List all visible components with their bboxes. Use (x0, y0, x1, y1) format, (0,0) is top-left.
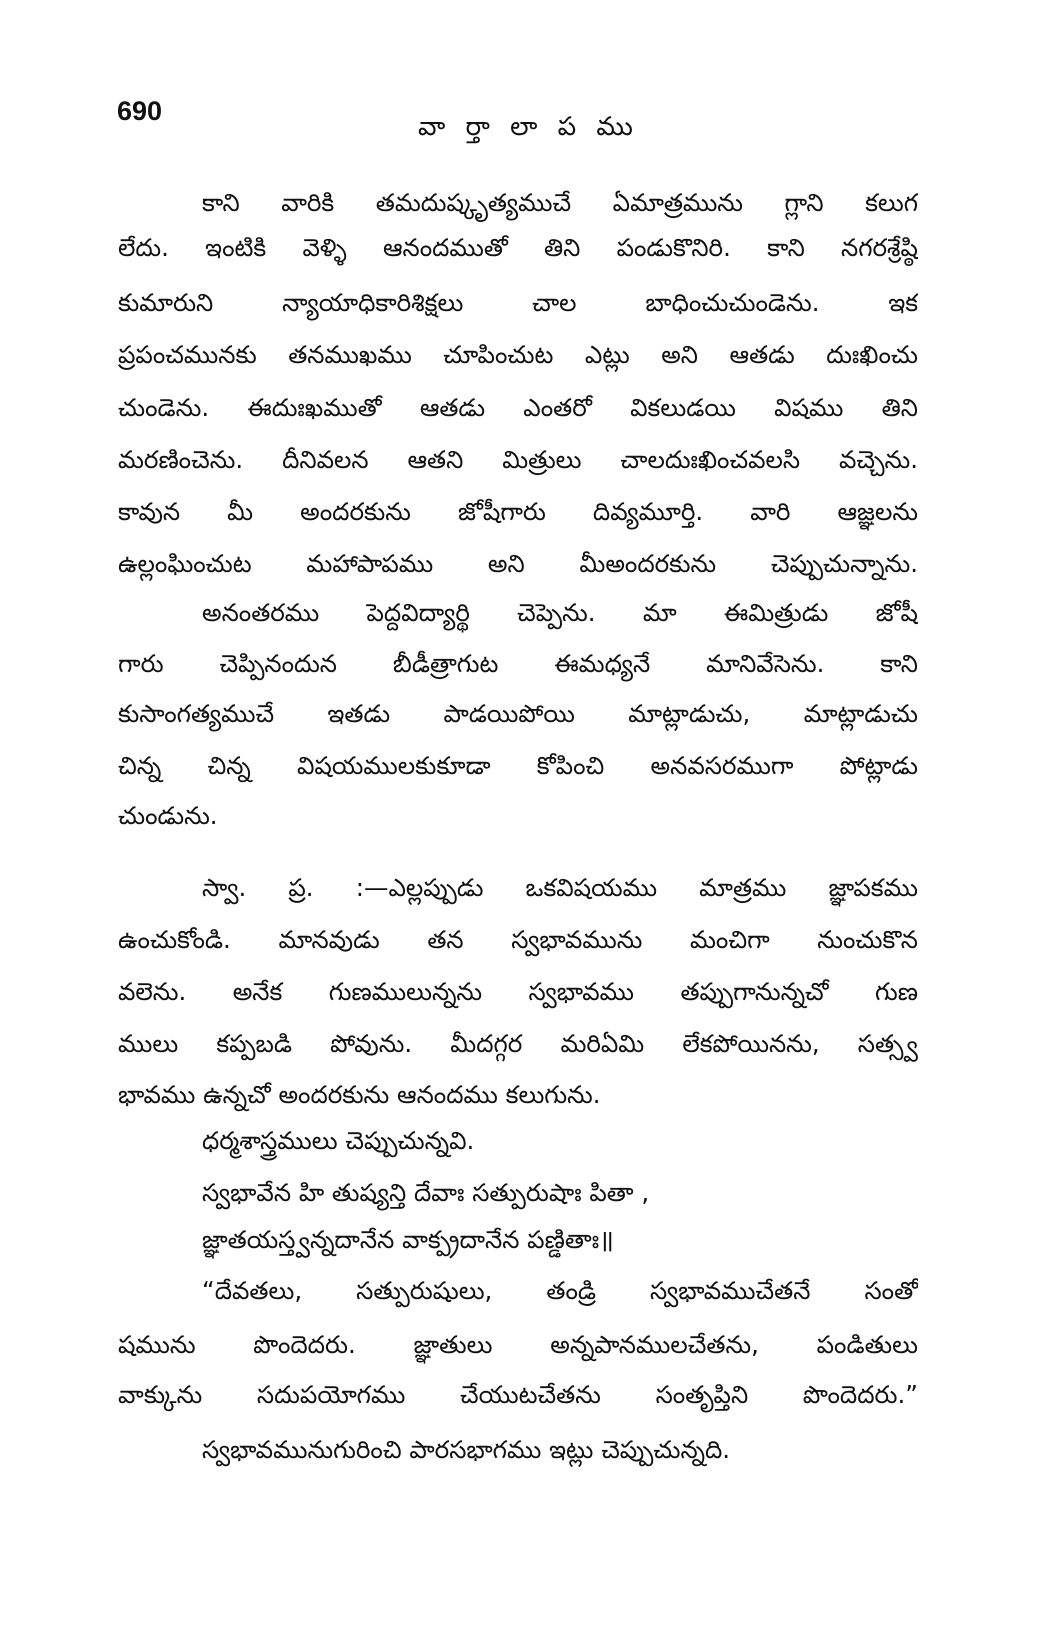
text-line: షమును పొందెదరు. జ్ఞాతులు అన్నపానములచేతను, పండితులు (118, 1330, 918, 1359)
text-line: భావము ఉన్నచో అందరకును ఆనందము కలుగును. (118, 1080, 601, 1109)
text-line: ప్రపంచమునకు తనముఖము చూపించుట ఎట్లు అని ఆతడు దుఃఖించు (118, 340, 918, 369)
text-line: కుమారుని న్యాయాధికారిశిక్షలు చాల బాధించుచుండెను. ఇక (118, 288, 918, 317)
text-line: ఉంచుకోండి. మానవుడు తన స్వభావమును మంచిగా నుంచుకొన (118, 925, 918, 954)
text-line: ధర్మశాస్త్రములు చెప్పుచున్నవి. (202, 1126, 475, 1155)
sanskrit-verse-line: జ్ఞాతయస్త్వన్నదానేన వాక్ప్రదానేన పణ్డితాః॥ (202, 1225, 614, 1254)
text-line: మరణించెను. దీనివలన ఆతని మిత్రులు చాలదుఃఖించవలసి వచ్చెను. (118, 445, 918, 474)
text-line: వలెను. అనేక గుణములున్నను స్వభావము తప్పుగానున్నచో గుణ (118, 977, 918, 1006)
text-line: కాని వారికి తమదుష్కృత్యముచే ఏమాత్రమును గ్లాని కలుగ (202, 188, 918, 217)
text-line: గారు చెప్పినందున బీడీత్రాగుట ఈమధ్యనే మానివేసెను. కాని (118, 649, 918, 678)
text-line: ఉల్లంఘించుట మహాపాపము అని మీఅందరకును చెప్పుచున్నాను. (118, 549, 918, 578)
text-line: చుండెను. ఈదుఃఖముతో ఆతడు ఎంతరో వికలుడయి విషము తిని (118, 393, 918, 422)
text-line: చుండును. (118, 801, 218, 830)
text-line: “దేవతలు, సత్పురుషులు, తండ్రి స్వభావముచేతనే సంతో (202, 1276, 918, 1305)
sanskrit-verse-line: స్వభావేన హి తుష్యన్తి దేవాః సత్పురుషాః పితా , (202, 1178, 650, 1207)
text-line: కావున మీ అందరకును జోషీగారు దివ్యమూర్తి. వారి ఆజ్ఞలను (118, 497, 918, 526)
text-line: స్వా. ప్ర. :—ఎల్లప్పుడు ఒకవిషయము మాత్రము జ్ఞాపకము (202, 873, 918, 902)
text-line: లేదు. ఇంటికి వెళ్ళి ఆనందముతో తిని పండుకొనిరి. కాని నగరశ్రేష్ఠి (118, 233, 918, 262)
text-line: స్వభావమునుగురించి పారసభాగము ఇట్లు చెప్పుచున్నది. (202, 1435, 731, 1464)
running-head: వా ర్తా లా ప ము (418, 112, 639, 142)
page-number: 690 (117, 96, 163, 126)
text-line: వాక్కును సదుపయోగము చేయుటచేతను సంతృప్తిని పొందెదరు.” (118, 1380, 918, 1409)
text-line: కుసాంగత్యముచే ఇతడు పాడయిపోయి మాట్లాడుచు, మాట్లాడుచు (118, 699, 918, 728)
text-line: చిన్న చిన్న విషయములకుకూడా కోపించి అనవసరముగా పోట్లాడు (118, 751, 918, 780)
text-line: అనంతరము పెద్దవిద్యార్థి చెప్పెను. మా ఈమిత్రుడు జోషీ (202, 598, 918, 627)
text-line: ములు కప్పబడి పోవును. మీదగ్గర మరిఏమి లేకపోయినను, సత్స్వ (118, 1029, 918, 1058)
